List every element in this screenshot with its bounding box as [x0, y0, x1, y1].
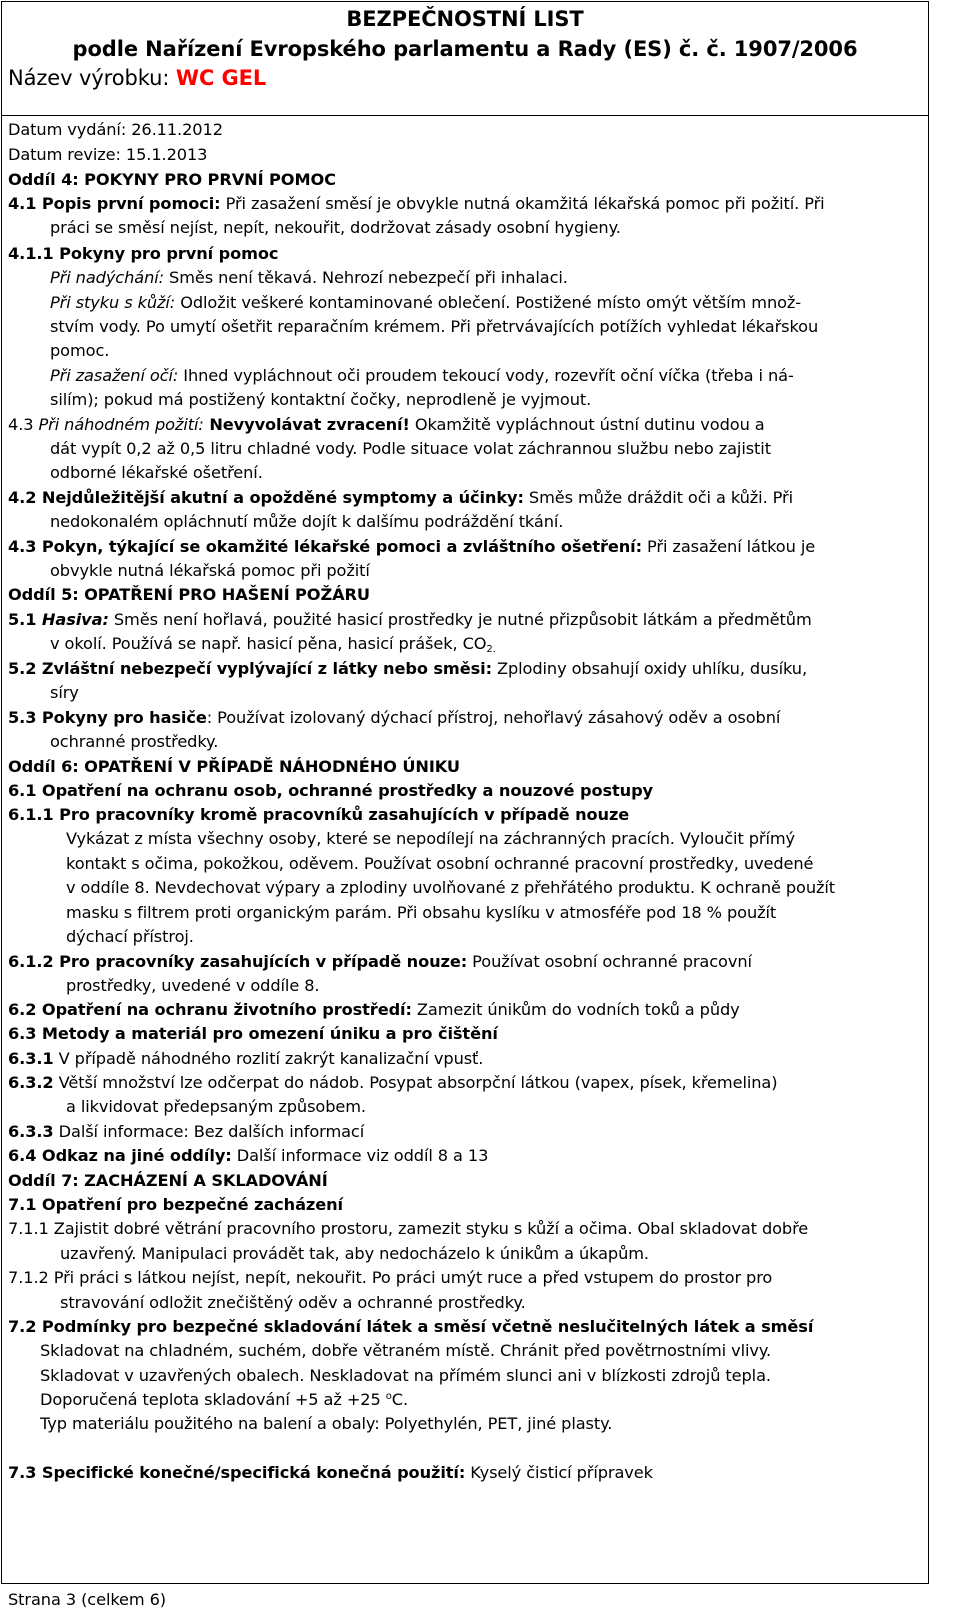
regulation-line: podle Nařízení Evropského parlamentu a Rady (ES) č. č. 1907/2006	[72, 37, 858, 61]
ingestion-line3: odborné lékařské ošetření.	[50, 463, 263, 482]
s611-line5: dýchací přístroj.	[66, 927, 194, 946]
ingestion-line2: dát vypít 0,2 až 0,5 litru chladné vody. Podle situace volat záchrannou službu nebo zajistit	[50, 439, 771, 458]
issue-date: Datum vydání: 26.11.2012	[8, 120, 223, 139]
section6-heading: Oddíl 6: OPATŘENÍ V PŘÍPADĚ NÁHODNÉHO ÚNIKU	[8, 757, 460, 776]
s72-heading: 7.2 Podmínky pro bezpečné skladování látek a směsí včetně neslučitelných látek a směsí	[8, 1317, 814, 1336]
s41-line2: práci se směsí nejíst, nepít, nekouřit, dodržovat zásady osobní hygieny.	[50, 218, 621, 237]
s633-line: 6.3.3 Další informace: Bez dalších informací	[8, 1122, 365, 1141]
document-title: BEZPEČNOSTNÍ LIST	[346, 7, 584, 31]
s612-line: 6.1.2 Pro pracovníky zasahujících v případě nouze: Používat osobní ochranné pracovní	[8, 952, 752, 971]
s611-heading: 6.1.1 Pro pracovníky kromě pracovníků zasahujících v případě nouze	[8, 805, 630, 824]
s632-line2: a likvidovat předepsaným způsobem.	[66, 1097, 366, 1116]
s72-line3: Doporučená teplota skladování +5 až +25 $^o$C.	[40, 1390, 409, 1409]
s612-line2: prostředky, uvedené v oddíle 8.	[66, 976, 320, 995]
s41-line: 4.1 Popis první pomoci: Při zasažení směsí je obvykle nutná okamžitá lékařská pomoc při požití. Při	[8, 194, 825, 213]
s611-line2: kontakt s očima, pokožkou, oděvem. Používat osobní ochranné pracovní prostředky, uvedené	[66, 854, 814, 873]
s411-heading: 4.1.1 Pokyny pro první pomoc	[8, 244, 279, 263]
s52-line2: síry	[50, 683, 79, 702]
s63-heading: 6.3 Metody a materiál pro omezení úniku a pro čištění	[8, 1024, 498, 1043]
eye-line2: silím); pokud má postižený kontaktní čočky, neprodleně je vyjmout.	[50, 390, 592, 409]
skin-line3: pomoc.	[50, 341, 110, 360]
s72-line4: Typ materiálu použitého na balení a obaly: Polyethylén, PET, jiné plasty.	[40, 1414, 613, 1433]
s712-line: 7.1.2 Při práci s látkou nejíst, nepít, nekouřit. Po práci umýt ruce a před vstupem do prostor pro	[8, 1268, 773, 1287]
product-label: Název výrobku:	[8, 66, 176, 90]
s51-line2: v okolí. Používá se např. hasicí pěna, hasicí prášek, $CO_{2.}$	[50, 634, 496, 655]
s61-heading: 6.1 Opatření na ochranu osob, ochranné prostředky a nouzové postupy	[8, 781, 654, 800]
s71-heading: 7.1 Opatření pro bezpečné zacházení	[8, 1195, 343, 1214]
s43-line: 4.3 Pokyn, týkající se okamžité lékařské pomoci a zvláštního ošetření: Při zasažení látkou je	[8, 537, 816, 556]
s631-line: 6.3.1 V případě náhodného rozlití zakrýt kanalizační vpusť.	[8, 1049, 484, 1068]
s611-line4: masku s filtrem proti organickým parám. Při obsahu kyslíku v atmosféře pod 18 % použít	[66, 903, 777, 922]
s62-line: 6.2 Opatření na ochranu životního prostředí: Zamezit únikům do vodních toků a půdy	[8, 1000, 740, 1019]
s64-line: 6.4 Odkaz na jiné oddíly: Další informace viz oddíl 8 a 13	[8, 1146, 489, 1165]
revision-date: Datum revize: 15.1.2013	[8, 145, 208, 164]
page-number: Strana 3 (celkem 6)	[8, 1590, 167, 1609]
s611-line3: v oddíle 8. Nevdechovat výpary a zplodiny uvolňované z přehřátého produktu. K ochraně použít	[66, 878, 836, 897]
s73-line: 7.3 Specifické konečné/specifická konečná použití: Kyselý čisticí přípravek	[8, 1463, 653, 1482]
s72-line1: Skladovat na chladném, suchém, dobře větraném místě. Chránit před povětrnostními vlivy.	[40, 1341, 772, 1360]
skin-line2: stvím vody. Po umytí ošetřit reparačním krémem. Při přetrvávajících potížích vyhledat lékařskou	[50, 317, 819, 336]
s711-line: 7.1.1 Zajistit dobré větrání pracovního prostoru, zamezit styku s kůží a očima. Obal skladovat dobře	[8, 1219, 809, 1238]
skin-line: Při styku s kůží: Odložit veškeré kontaminované oblečení. Postižené místo omýt větším množ-	[50, 293, 802, 312]
s42-line: 4.2 Nejdůležitější akutní a opožděné symptomy a účinky: Směs může dráždit oči a kůži. Při	[8, 488, 793, 507]
eye-line: Při zasažení očí: Ihned vypláchnout oči proudem tekoucí vody, rozevřít oční víčka (třeba i ná-	[50, 366, 794, 385]
section4-heading: Oddíl 4: POKYNY PRO PRVNÍ POMOC	[8, 170, 336, 189]
s711-line2: uzavřený. Manipulaci provádět tak, aby nedocházelo k únikům a úkapům.	[60, 1244, 649, 1263]
s53-line: 5.3 Pokyny pro hasiče: Používat izolovaný dýchací přístroj, nehořlavý zásahový oděv a osobní	[8, 708, 781, 727]
product-name: WC GEL	[175, 66, 267, 90]
s53-line2: ochranné prostředky.	[50, 732, 219, 751]
ingestion-line: 4.3 Při náhodném požití: Nevyvolávat zvracení! Okamžitě vypláchnout ústní dutinu vodou a	[8, 415, 765, 434]
s72-line2: Skladovat v uzavřených obalech. Neskladovat na přímém slunci ani v blízkosti zdrojů tepla.	[40, 1366, 771, 1385]
s52-line: 5.2 Zvláštní nebezpečí vyplývající z látky nebo směsi: Zplodiny obsahují oxidy uhlíku, dusíku,	[8, 659, 807, 678]
s43-line2: obvykle nutná lékařská pomoc při požití	[50, 561, 370, 580]
s42-line2: nedokonalém opláchnutí může dojít k dalšímu podráždění tkání.	[50, 512, 564, 531]
s611-line1: Vykázat z místa všechny osoby, které se nepodílejí na záchranných pracích. Vyloučit přímý	[66, 829, 796, 848]
inhalation-line: Při nadýchání: Směs není těkavá. Nehrozí nebezpečí při inhalaci.	[50, 268, 568, 287]
product-line	[8, 64, 266, 92]
header-divider	[1, 115, 929, 116]
s712-line2: stravování odložit znečištěný oděv a ochranné prostředky.	[60, 1293, 526, 1312]
s51-line: 5.1 Hasiva: Směs není hořlavá, použité hasicí prostředky je nutné přizpůsobit látkám a předmětům	[8, 610, 812, 629]
section5-heading: Oddíl 5: OPATŘENÍ PRO HAŠENÍ POŽÁRU	[8, 585, 370, 604]
s632-line: 6.3.2 Větší množství lze odčerpat do nádob. Posypat absorpční látkou (vapex, písek, křemelina)	[8, 1073, 778, 1092]
section7-heading: Oddíl 7: ZACHÁZENÍ A SKLADOVÁNÍ	[8, 1171, 328, 1190]
